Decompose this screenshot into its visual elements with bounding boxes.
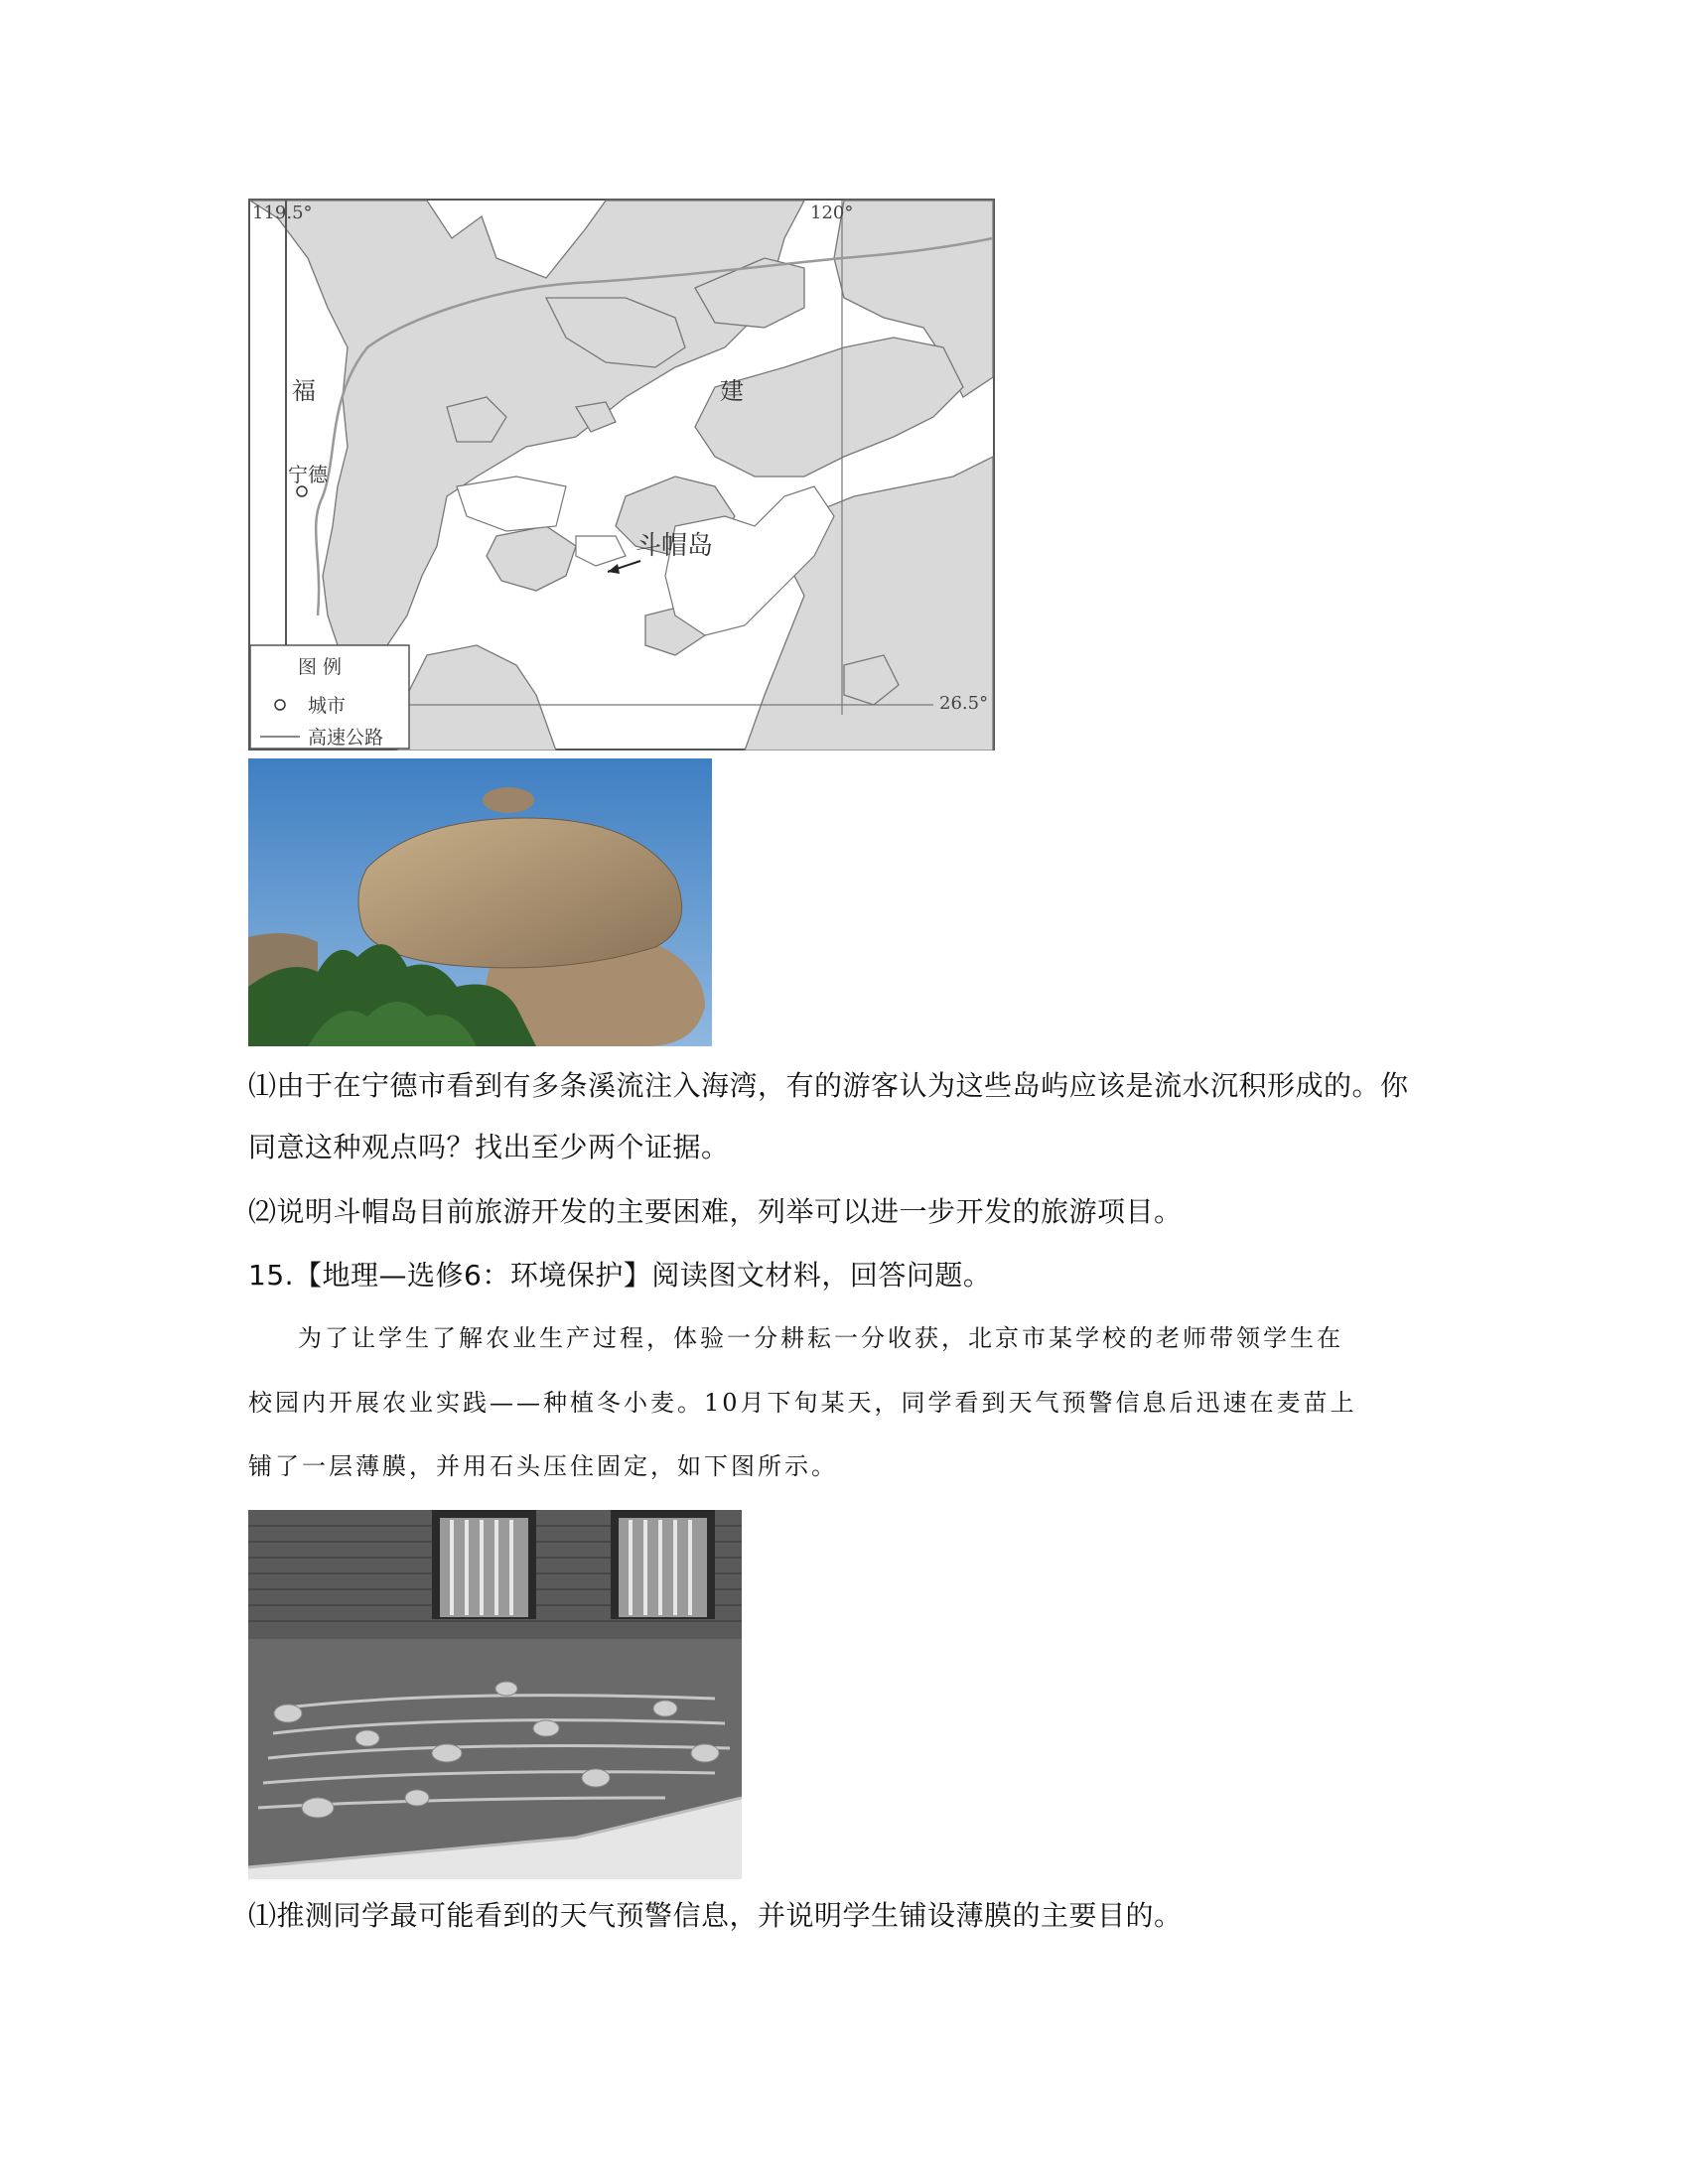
passage-line3: 铺了一层薄膜，并用石头压住固定，如下图所示。 <box>248 1452 838 1480</box>
window-left <box>432 1510 536 1619</box>
legend-highway-label: 高速公路 <box>308 727 384 749</box>
province-char-2: 建 <box>720 377 744 405</box>
legend <box>250 645 409 749</box>
lon-right-label: 120° <box>810 203 854 223</box>
city-marker-icon <box>297 486 307 496</box>
map-svg <box>248 199 995 751</box>
legend-city-label: 城市 <box>308 695 347 717</box>
island-label: 斗帽岛 <box>635 531 714 561</box>
ningde-map <box>248 199 995 751</box>
q14-part2: ⑵说明斗帽岛目前旅游开发的主要困难，列举可以进一步开发的旅游项目。 <box>248 1195 1183 1228</box>
lat-bottom-label: 26.5° <box>939 693 989 714</box>
passage-line2: 校园内开展农业实践——种植冬小麦。10月下旬某天，同学看到天气预警信息后迅速在麦苗上 <box>248 1389 1357 1417</box>
q15-part1: ⑴推测同学最可能看到的天气预警信息，并说明学生铺设薄膜的主要目的。 <box>248 1899 1183 1932</box>
passage-line1: 为了让学生了解农业生产过程，体验一分耕耘一分收获，北京市某学校的老师带领学生在 <box>298 1324 1343 1352</box>
balanced-rock-photo <box>248 758 712 1046</box>
window-right <box>611 1510 715 1619</box>
q14-part1-line2: 同意这种观点吗？找出至少两个证据。 <box>248 1131 730 1163</box>
province-char-1: 福 <box>292 377 316 405</box>
lon-left-label: 119.5° <box>252 203 313 223</box>
wheat-film-photo <box>248 1510 742 1879</box>
city-label: 宁德 <box>288 463 328 486</box>
q15-heading: 15.【地理—选修6：环境保护】阅读图文材料，回答问题。 <box>248 1259 992 1292</box>
legend-city-icon <box>275 700 285 710</box>
q14-part1-line1: ⑴由于在宁德市看到有多条溪流注入海湾，有的游客认为这些岛屿应该是流水沉积形成的。你 <box>248 1069 1409 1102</box>
legend-title: 图 例 <box>298 656 343 678</box>
